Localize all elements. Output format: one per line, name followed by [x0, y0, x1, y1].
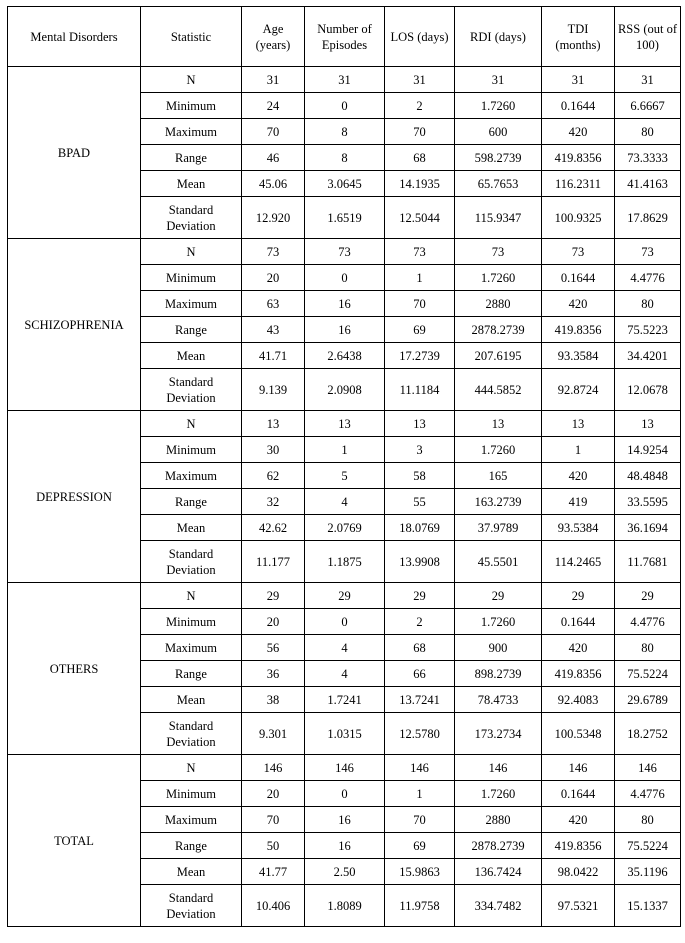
value-cell: 1.7260	[455, 93, 542, 119]
value-cell: 46	[242, 145, 305, 171]
value-cell: 20	[242, 609, 305, 635]
value-cell: 35.1196	[615, 859, 681, 885]
value-cell: 32	[242, 489, 305, 515]
value-cell: 420	[542, 119, 615, 145]
value-cell: 2.6438	[305, 343, 385, 369]
value-cell: 1	[385, 265, 455, 291]
value-cell: 43	[242, 317, 305, 343]
statistic-label: N	[141, 411, 242, 437]
statistic-label: N	[141, 583, 242, 609]
value-cell: 73	[305, 239, 385, 265]
value-cell: 78.4733	[455, 687, 542, 713]
header-row	[8, 7, 681, 67]
table-body	[8, 67, 681, 927]
value-cell: 75.5224	[615, 833, 681, 859]
value-cell: 98.0422	[542, 859, 615, 885]
value-cell: 136.7424	[455, 859, 542, 885]
value-cell: 38	[242, 687, 305, 713]
value-cell: 419.8356	[542, 661, 615, 687]
value-cell: 13	[615, 411, 681, 437]
value-cell: 31	[542, 67, 615, 93]
value-cell: 31	[455, 67, 542, 93]
statistic-label: Minimum	[141, 265, 242, 291]
value-cell: 73	[455, 239, 542, 265]
statistic-label: Maximum	[141, 807, 242, 833]
value-cell: 17.2739	[385, 343, 455, 369]
statistic-label: N	[141, 755, 242, 781]
value-cell: 75.5224	[615, 661, 681, 687]
value-cell: 33.5595	[615, 489, 681, 515]
statistic-label: Standard Deviation	[141, 885, 242, 927]
statistic-label: Range	[141, 489, 242, 515]
header-cell: TDI (months)	[542, 7, 615, 67]
value-cell: 146	[305, 755, 385, 781]
value-cell: 29	[242, 583, 305, 609]
value-cell: 13.9908	[385, 541, 455, 583]
value-cell: 12.920	[242, 197, 305, 239]
value-cell: 18.0769	[385, 515, 455, 541]
value-cell: 20	[242, 265, 305, 291]
value-cell: 31	[305, 67, 385, 93]
value-cell: 29	[385, 583, 455, 609]
value-cell: 11.7681	[615, 541, 681, 583]
value-cell: 70	[385, 119, 455, 145]
value-cell: 2880	[455, 807, 542, 833]
value-cell: 10.406	[242, 885, 305, 927]
value-cell: 45.06	[242, 171, 305, 197]
value-cell: 14.1935	[385, 171, 455, 197]
value-cell: 11.9758	[385, 885, 455, 927]
value-cell: 80	[615, 291, 681, 317]
value-cell: 1.0315	[305, 713, 385, 755]
statistic-label: Range	[141, 317, 242, 343]
value-cell: 2.0908	[305, 369, 385, 411]
value-cell: 12.5780	[385, 713, 455, 755]
table-row	[8, 755, 681, 781]
value-cell: 18.2752	[615, 713, 681, 755]
value-cell: 65.7653	[455, 171, 542, 197]
statistic-label: Maximum	[141, 463, 242, 489]
value-cell: 0.1644	[542, 265, 615, 291]
value-cell: 41.71	[242, 343, 305, 369]
value-cell: 80	[615, 807, 681, 833]
value-cell: 11.177	[242, 541, 305, 583]
value-cell: 146	[385, 755, 455, 781]
value-cell: 146	[542, 755, 615, 781]
value-cell: 146	[455, 755, 542, 781]
value-cell: 2878.2739	[455, 317, 542, 343]
value-cell: 68	[385, 635, 455, 661]
value-cell: 17.8629	[615, 197, 681, 239]
statistics-table	[7, 6, 681, 927]
header-cell: RSS (out of 100)	[615, 7, 681, 67]
value-cell: 1.7260	[455, 609, 542, 635]
value-cell: 5	[305, 463, 385, 489]
value-cell: 13.7241	[385, 687, 455, 713]
header-cell: LOS (days)	[385, 7, 455, 67]
value-cell: 31	[385, 67, 455, 93]
disorder-group-label: OTHERS	[8, 583, 141, 755]
value-cell: 58	[385, 463, 455, 489]
value-cell: 4	[305, 661, 385, 687]
value-cell: 163.2739	[455, 489, 542, 515]
value-cell: 92.4083	[542, 687, 615, 713]
value-cell: 16	[305, 807, 385, 833]
statistic-label: Minimum	[141, 781, 242, 807]
value-cell: 900	[455, 635, 542, 661]
value-cell: 2.50	[305, 859, 385, 885]
value-cell: 80	[615, 119, 681, 145]
value-cell: 9.301	[242, 713, 305, 755]
statistic-label: Range	[141, 661, 242, 687]
value-cell: 20	[242, 781, 305, 807]
statistic-label: Standard Deviation	[141, 369, 242, 411]
value-cell: 75.5223	[615, 317, 681, 343]
value-cell: 73	[542, 239, 615, 265]
value-cell: 420	[542, 291, 615, 317]
value-cell: 41.77	[242, 859, 305, 885]
value-cell: 70	[242, 119, 305, 145]
value-cell: 100.9325	[542, 197, 615, 239]
value-cell: 0.1644	[542, 93, 615, 119]
value-cell: 12.0678	[615, 369, 681, 411]
value-cell: 15.1337	[615, 885, 681, 927]
value-cell: 48.4848	[615, 463, 681, 489]
value-cell: 1.7241	[305, 687, 385, 713]
value-cell: 3	[385, 437, 455, 463]
value-cell: 45.5501	[455, 541, 542, 583]
statistic-label: Range	[141, 833, 242, 859]
value-cell: 62	[242, 463, 305, 489]
table-row	[8, 239, 681, 265]
value-cell: 419.8356	[542, 833, 615, 859]
value-cell: 4	[305, 635, 385, 661]
value-cell: 9.139	[242, 369, 305, 411]
value-cell: 69	[385, 317, 455, 343]
value-cell: 0	[305, 93, 385, 119]
value-cell: 2	[385, 93, 455, 119]
value-cell: 334.7482	[455, 885, 542, 927]
statistic-label: Mean	[141, 859, 242, 885]
statistic-label: N	[141, 67, 242, 93]
value-cell: 36.1694	[615, 515, 681, 541]
value-cell: 2.0769	[305, 515, 385, 541]
statistic-label: Maximum	[141, 291, 242, 317]
value-cell: 24	[242, 93, 305, 119]
value-cell: 30	[242, 437, 305, 463]
statistic-label: Minimum	[141, 93, 242, 119]
value-cell: 8	[305, 145, 385, 171]
value-cell: 207.6195	[455, 343, 542, 369]
value-cell: 93.5384	[542, 515, 615, 541]
value-cell: 420	[542, 807, 615, 833]
statistic-label: Minimum	[141, 437, 242, 463]
value-cell: 29.6789	[615, 687, 681, 713]
value-cell: 0.1644	[542, 781, 615, 807]
value-cell: 2880	[455, 291, 542, 317]
value-cell: 13	[455, 411, 542, 437]
value-cell: 2	[385, 609, 455, 635]
value-cell: 55	[385, 489, 455, 515]
value-cell: 444.5852	[455, 369, 542, 411]
value-cell: 1.7260	[455, 437, 542, 463]
value-cell: 63	[242, 291, 305, 317]
value-cell: 1.8089	[305, 885, 385, 927]
statistic-label: Mean	[141, 687, 242, 713]
value-cell: 11.1184	[385, 369, 455, 411]
value-cell: 0	[305, 265, 385, 291]
disorder-group-label: TOTAL	[8, 755, 141, 927]
value-cell: 4	[305, 489, 385, 515]
value-cell: 66	[385, 661, 455, 687]
value-cell: 31	[242, 67, 305, 93]
statistic-label: Maximum	[141, 119, 242, 145]
value-cell: 13	[542, 411, 615, 437]
value-cell: 41.4163	[615, 171, 681, 197]
value-cell: 114.2465	[542, 541, 615, 583]
statistic-label: Minimum	[141, 609, 242, 635]
value-cell: 29	[305, 583, 385, 609]
value-cell: 1.7260	[455, 781, 542, 807]
value-cell: 2878.2739	[455, 833, 542, 859]
value-cell: 50	[242, 833, 305, 859]
table-row	[8, 67, 681, 93]
value-cell: 31	[615, 67, 681, 93]
value-cell: 100.5348	[542, 713, 615, 755]
statistic-label: Mean	[141, 515, 242, 541]
disorder-group-label: DEPRESSION	[8, 411, 141, 583]
value-cell: 29	[455, 583, 542, 609]
value-cell: 0	[305, 609, 385, 635]
statistic-label: Range	[141, 145, 242, 171]
value-cell: 70	[385, 291, 455, 317]
value-cell: 1	[542, 437, 615, 463]
value-cell: 14.9254	[615, 437, 681, 463]
value-cell: 146	[242, 755, 305, 781]
value-cell: 13	[242, 411, 305, 437]
value-cell: 116.2311	[542, 171, 615, 197]
value-cell: 16	[305, 291, 385, 317]
value-cell: 0.1644	[542, 609, 615, 635]
value-cell: 73.3333	[615, 145, 681, 171]
statistic-label: Maximum	[141, 635, 242, 661]
value-cell: 68	[385, 145, 455, 171]
statistic-label: Standard Deviation	[141, 713, 242, 755]
statistic-label: Mean	[141, 343, 242, 369]
value-cell: 1	[385, 781, 455, 807]
value-cell: 80	[615, 635, 681, 661]
statistic-label: Standard Deviation	[141, 541, 242, 583]
header-cell: RDI (days)	[455, 7, 542, 67]
value-cell: 15.9863	[385, 859, 455, 885]
table-row	[8, 411, 681, 437]
value-cell: 56	[242, 635, 305, 661]
value-cell: 42.62	[242, 515, 305, 541]
value-cell: 34.4201	[615, 343, 681, 369]
value-cell: 146	[615, 755, 681, 781]
header-cell: Statistic	[141, 7, 242, 67]
value-cell: 115.9347	[455, 197, 542, 239]
disorder-group-label: SCHIZOPHRENIA	[8, 239, 141, 411]
value-cell: 4.4776	[615, 781, 681, 807]
value-cell: 93.3584	[542, 343, 615, 369]
value-cell: 1.1875	[305, 541, 385, 583]
table-row	[8, 583, 681, 609]
value-cell: 898.2739	[455, 661, 542, 687]
value-cell: 419	[542, 489, 615, 515]
value-cell: 173.2734	[455, 713, 542, 755]
value-cell: 13	[305, 411, 385, 437]
statistic-label: N	[141, 239, 242, 265]
value-cell: 4.4776	[615, 265, 681, 291]
value-cell: 419.8356	[542, 317, 615, 343]
value-cell: 97.5321	[542, 885, 615, 927]
value-cell: 1.7260	[455, 265, 542, 291]
header-cell: Mental Disorders	[8, 7, 141, 67]
value-cell: 73	[242, 239, 305, 265]
value-cell: 73	[385, 239, 455, 265]
statistic-label: Mean	[141, 171, 242, 197]
value-cell: 419.8356	[542, 145, 615, 171]
value-cell: 70	[385, 807, 455, 833]
value-cell: 16	[305, 317, 385, 343]
value-cell: 13	[385, 411, 455, 437]
value-cell: 165	[455, 463, 542, 489]
value-cell: 1	[305, 437, 385, 463]
value-cell: 598.2739	[455, 145, 542, 171]
value-cell: 600	[455, 119, 542, 145]
value-cell: 37.9789	[455, 515, 542, 541]
value-cell: 16	[305, 833, 385, 859]
value-cell: 6.6667	[615, 93, 681, 119]
value-cell: 0	[305, 781, 385, 807]
value-cell: 73	[615, 239, 681, 265]
value-cell: 92.8724	[542, 369, 615, 411]
value-cell: 8	[305, 119, 385, 145]
header-cell: Number of Episodes	[305, 7, 385, 67]
value-cell: 4.4776	[615, 609, 681, 635]
value-cell: 69	[385, 833, 455, 859]
value-cell: 12.5044	[385, 197, 455, 239]
value-cell: 70	[242, 807, 305, 833]
value-cell: 420	[542, 635, 615, 661]
value-cell: 3.0645	[305, 171, 385, 197]
disorder-group-label: BPAD	[8, 67, 141, 239]
statistic-label: Standard Deviation	[141, 197, 242, 239]
header-cell: Age (years)	[242, 7, 305, 67]
value-cell: 420	[542, 463, 615, 489]
value-cell: 1.6519	[305, 197, 385, 239]
value-cell: 29	[542, 583, 615, 609]
value-cell: 29	[615, 583, 681, 609]
value-cell: 36	[242, 661, 305, 687]
